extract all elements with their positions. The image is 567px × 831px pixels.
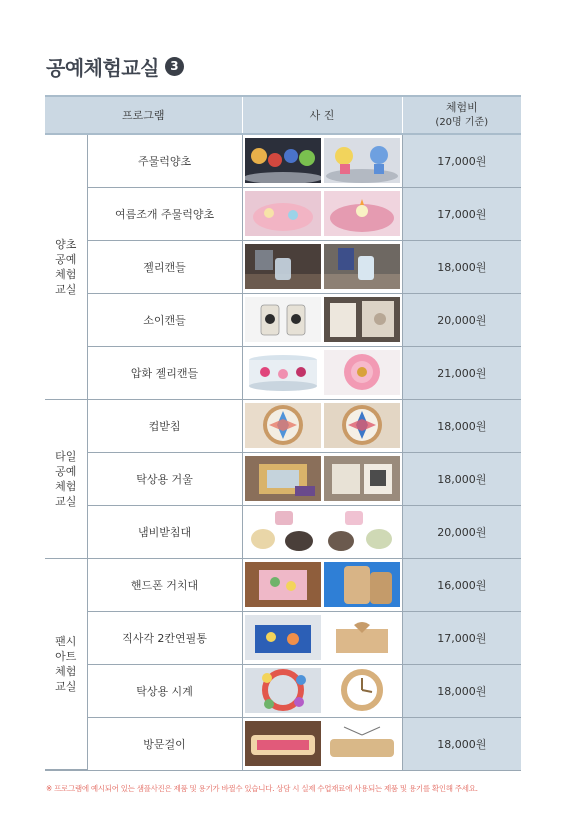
wood-pencil-case-photo-icon <box>324 615 400 660</box>
table-row <box>45 664 521 717</box>
page-header <box>46 52 184 80</box>
program-name: 방문걸이 <box>87 717 242 770</box>
photo-header: 사 진 <box>242 96 402 134</box>
program-name: 여름조개 주물럭양초 <box>87 187 242 240</box>
table-header-row <box>45 96 521 134</box>
fee-value: 18,000원 <box>402 717 521 770</box>
wood-door-sign-photo-icon <box>324 721 400 766</box>
group-label-candle: 양초 공예 체험 교실 <box>45 134 87 399</box>
program-name: 탁상용 거울 <box>87 452 242 505</box>
fee-header <box>402 96 521 134</box>
table-row <box>45 717 521 770</box>
jelly-candle-photo-icon <box>324 244 400 289</box>
fee-header-label: 체험비 <box>445 101 478 114</box>
table-row <box>45 611 521 664</box>
program-header: 프로그램 <box>45 96 242 134</box>
table-row <box>45 187 521 240</box>
table-row <box>45 240 521 293</box>
colorful-clock-photo-icon <box>245 668 321 713</box>
fee-value: 21,000원 <box>402 346 521 399</box>
table-row <box>45 399 521 452</box>
tile-mirror-photo-icon <box>245 456 321 501</box>
tile-mirror-photo-icon <box>324 456 400 501</box>
price-table <box>45 95 521 771</box>
door-sign-photo-icon <box>245 721 321 766</box>
page-title: 공예체험교실 <box>46 55 159 80</box>
program-name: 냄비받침대 <box>87 505 242 558</box>
table-row <box>45 134 521 187</box>
group-label-tile: 타일 공예 체험 교실 <box>45 399 87 558</box>
program-name: 직사각 2칸연필통 <box>87 611 242 664</box>
pot-stand-photo-icon <box>245 509 399 554</box>
soy-candle-jar-photo-icon <box>245 297 321 342</box>
table-row <box>45 346 521 399</box>
program-photos <box>242 558 402 611</box>
program-name: 압화 젤리캔들 <box>87 346 242 399</box>
tile-coaster-photo-icon <box>245 403 321 448</box>
jelly-candle-photo-icon <box>245 244 321 289</box>
group-label-fancy-art: 팬시 아트 체험 교실 <box>45 558 87 770</box>
table-row <box>45 452 521 505</box>
fee-value: 18,000원 <box>402 240 521 293</box>
fee-value: 17,000원 <box>402 187 521 240</box>
program-name: 소이캔들 <box>87 293 242 346</box>
shell-candle-photo-icon <box>245 191 321 236</box>
program-photos <box>242 134 402 187</box>
program-name: 주물럭양초 <box>87 134 242 187</box>
wood-clock-photo-icon <box>324 668 400 713</box>
program-photos <box>242 293 402 346</box>
program-photos <box>242 346 402 399</box>
section-number-badge: 3 <box>165 57 184 76</box>
fee-value: 17,000원 <box>402 611 521 664</box>
tile-coaster-photo-icon <box>324 403 400 448</box>
program-photos <box>242 505 402 558</box>
table-row <box>45 558 521 611</box>
program-photos <box>242 399 402 452</box>
program-name: 컵받침 <box>87 399 242 452</box>
program-photos <box>242 717 402 770</box>
candle-figures-photo-icon <box>324 138 400 183</box>
wood-phone-stand-photo-icon <box>324 562 400 607</box>
phone-stand-photo-icon <box>245 562 321 607</box>
program-photos <box>242 664 402 717</box>
fee-value: 18,000원 <box>402 452 521 505</box>
candle-figures-photo-icon <box>245 138 321 183</box>
shell-candle-photo-icon <box>324 191 400 236</box>
fee-value: 16,000원 <box>402 558 521 611</box>
program-name: 탁상용 시계 <box>87 664 242 717</box>
program-name: 핸드폰 거치대 <box>87 558 242 611</box>
fee-basis-label: (20명 기준) <box>435 117 489 128</box>
footnote: ※ 프로그램에 예시되어 있는 샘플사진은 제품 및 용기가 바뀔수 있습니다. 상담 시 실제 수업재료에 사용되는 제품 및 용기를 확인해 주세요. <box>46 784 478 793</box>
fee-value: 20,000원 <box>402 293 521 346</box>
table-row <box>45 505 521 558</box>
fee-value: 18,000원 <box>402 399 521 452</box>
program-photos <box>242 452 402 505</box>
program-photos <box>242 240 402 293</box>
painted-pencil-case-photo-icon <box>245 615 321 660</box>
program-photos <box>242 611 402 664</box>
program-photos <box>242 187 402 240</box>
pink-flower-photo-icon <box>324 350 400 395</box>
program-name: 젤리캔들 <box>87 240 242 293</box>
pressed-flower-candle-photo-icon <box>245 350 321 395</box>
fee-value: 17,000원 <box>402 134 521 187</box>
fee-value: 18,000원 <box>402 664 521 717</box>
soy-candle-supplies-photo-icon <box>324 297 400 342</box>
fee-value: 20,000원 <box>402 505 521 558</box>
table-row <box>45 293 521 346</box>
